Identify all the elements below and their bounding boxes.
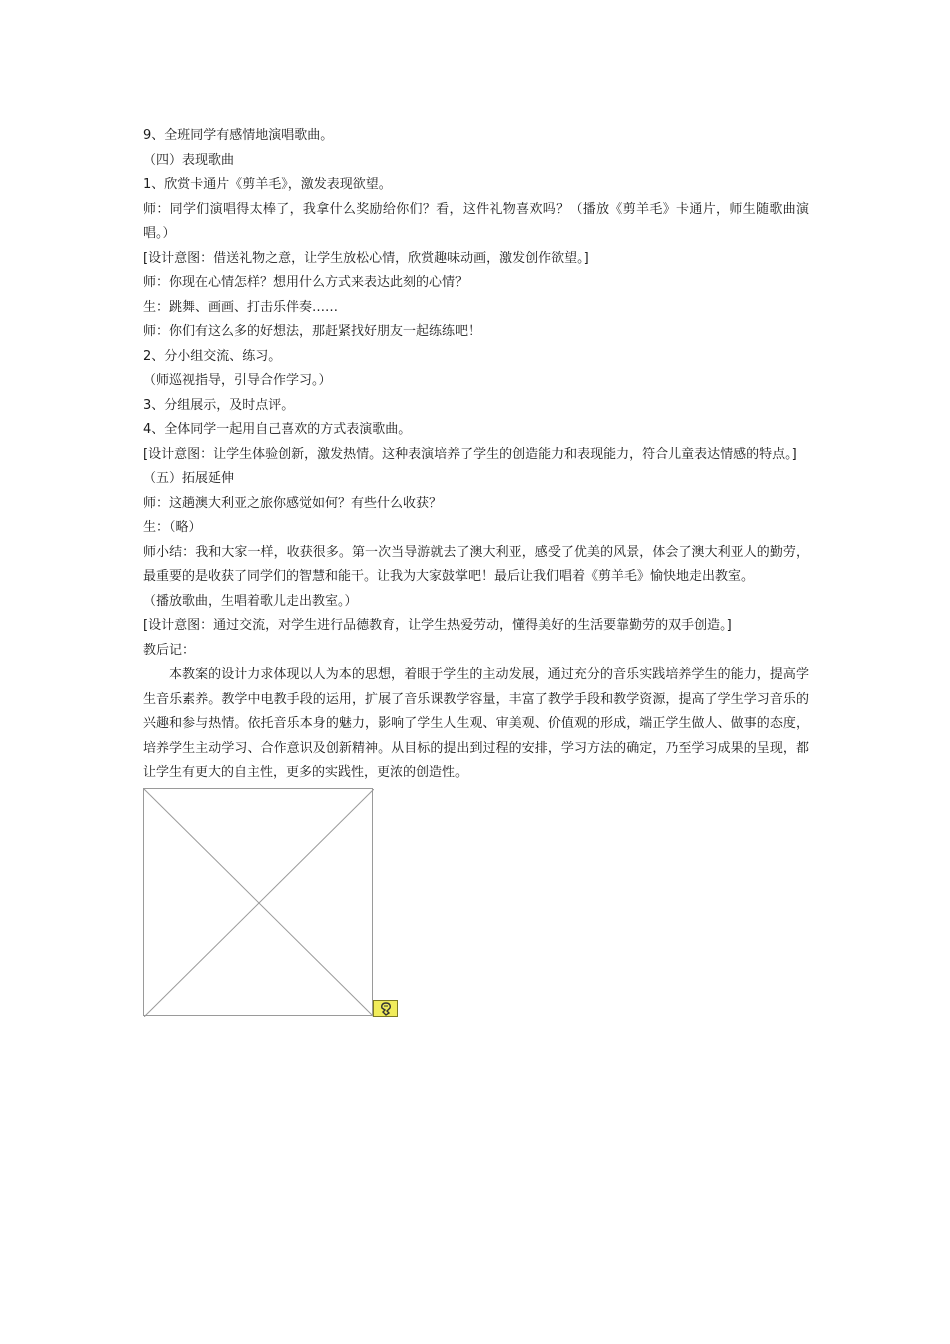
step-9: 9、全班同学有感情地演唱歌曲。 (143, 128, 334, 143)
teacher-summary: 师小结：我和大家一样，收获很多。第一次当导游就去了澳大利亚，感受了优美的风景，体会了澳大利亚人的勤劳，最重要的是收获了同学们的智慧和能干。让我为大家鼓掌吧！最后让我们唱着《剪羊毛》愉快地走出教室。 (143, 544, 809, 584)
design-intent-1: [设计意图：借送礼物之意，让学生放松心情，欣赏趣味动画，激发创作欲望。] (143, 250, 589, 266)
missing-image-frame (143, 788, 373, 1016)
teacher-line-1: 师：同学们演唱得太棒了，我拿什么奖励给你们？看，这件礼物喜欢吗？（播放《剪羊毛》卡通片，师生随歌曲演唱。） (143, 201, 809, 241)
teacher-line-4: 师：这趟澳大利亚之旅你感觉如何？有些什么收获？ (143, 495, 443, 511)
cross-lines (144, 789, 374, 1017)
student-line-1: 生：跳舞、画画、打击乐伴奏…… (143, 299, 339, 315)
teacher-note-1: （师巡视指导，引导合作学习。） (143, 373, 332, 388)
design-intent-3: [设计意图：通过交流，对学生进行品德教育，让学生热爱劳动，懂得美好的生活要靠勤劳的双手创造。] (143, 618, 732, 633)
image-placeholder (143, 788, 399, 1020)
document-body (143, 124, 809, 1020)
student-line-2: 生：（略） (143, 520, 202, 535)
reflection-paragraph: 本教案的设计力求体现以人为本的思想，着眼于学生的主动发展，通过充分的音乐实践培养学生的能力，提高学生音乐素养。教学中电教手段的运用，扩展了音乐课教学容量，丰富了教学手段和教学资源，提高了学生学习音乐的兴趣和参与热情。依托音乐本身的魅力，影响了学生人生观、审美观、价值观的形成，端正学生做人、做事的态度，培养学生主动学习、合作意识及创新精神。从目标的提出到过程的安排，学习方法的确定，乃至学习成果的呈现，都让学生有更大的自主性，更多的实践性，更浓的创造性。 (143, 667, 809, 780)
section-4-heading: （四）表现歌曲 (143, 152, 235, 168)
section-5-heading: （五）拓展延伸 (143, 471, 235, 486)
step-1: 1、欣赏卡通片《剪羊毛》，激发表现欲望。 (143, 177, 392, 192)
step-4: 4、全体同学一起用自己喜欢的方式表演歌曲。 (143, 422, 412, 437)
teacher-line-2: 师：你现在心情怎样？想用什么方式来表达此刻的心情？ (143, 275, 469, 290)
step-3: 3、分组展示，及时点评。 (143, 397, 295, 413)
teacher-line-3: 师：你们有这么多的好想法，那赶紧找好朋友一起练练吧！ (143, 324, 482, 339)
design-intent-2: [设计意图：让学生体验创新，激发热情。这种表演培养了学生的创造能力和表现能力，符合儿童表达情感的特点。] (143, 446, 797, 462)
closing-note: （播放歌曲，生唱着歌儿走出教室。） (143, 593, 358, 609)
broken-image-icon (373, 1000, 398, 1017)
reflection-heading: 教后记： (143, 642, 196, 658)
step-2: 2、分小组交流、练习。 (143, 348, 282, 364)
